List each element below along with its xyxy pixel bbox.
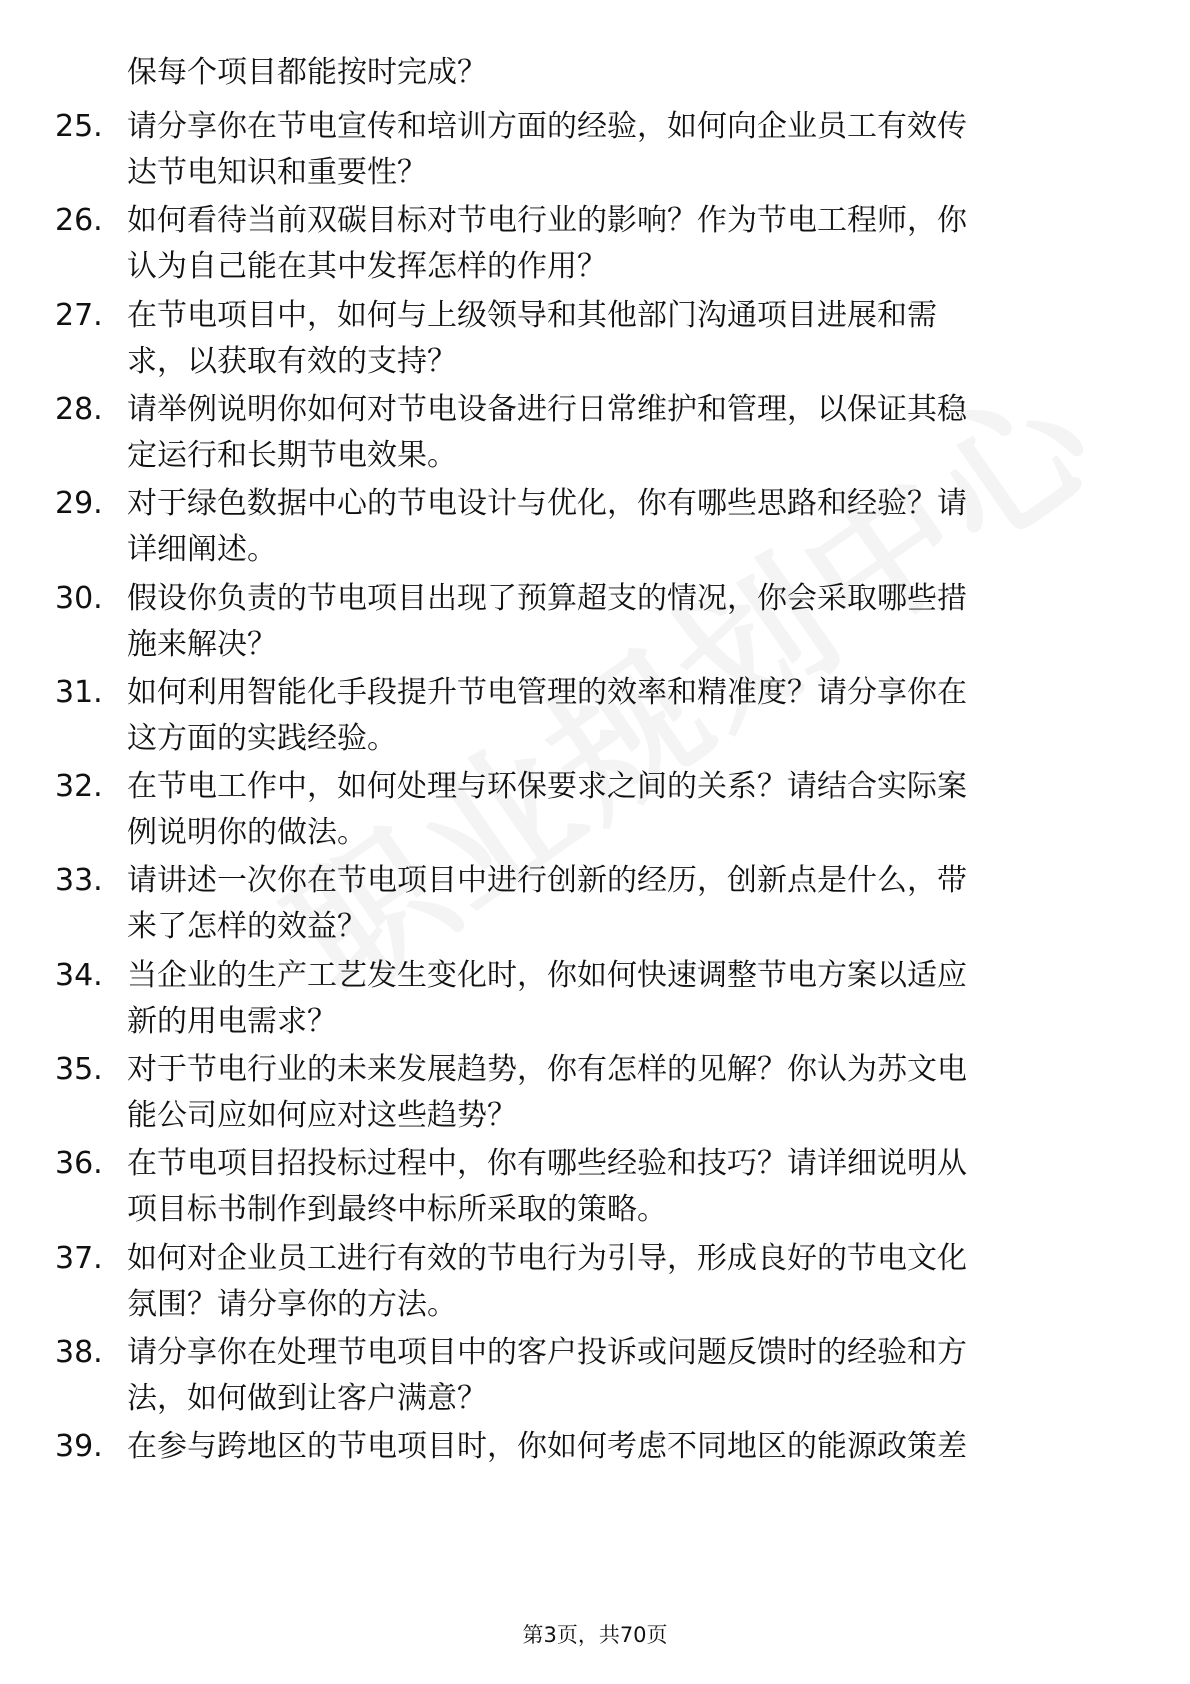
question-line: 在节电项目中，如何与上级领导和其他部门沟通项目进展和需 [127,297,937,333]
question-line: 新的用电需求？ [127,1003,337,1039]
question-number: 39. [55,1429,103,1465]
question-number: 28. [55,391,103,427]
question-text [127,1424,1127,1470]
question-text [127,198,1127,290]
question-line: 定运行和长期节电效果。 [127,437,457,473]
question-line: 求，以获取有效的支持？ [127,343,457,379]
page-footer: 第3页，共70页 [522,1623,668,1647]
question-line: 请讲述一次你在节电项目中进行创新的经历，创新点是什么，带 [127,863,967,899]
question-line: 能公司应如何应对这些趋势？ [127,1098,517,1133]
question-text [127,670,1127,762]
question-item [0,1330,1190,1422]
question-item [0,104,1190,196]
question-number: 25. [55,109,103,144]
question-line: 请举例说明你如何对节电设备进行日常维护和管理，以保证其稳 [127,391,967,427]
question-text [127,104,1127,196]
question-line: 假设你负责的节电项目出现了预算超支的情况，你会采取哪些措 [127,580,967,616]
question-text [127,387,1127,479]
question-item [0,198,1190,290]
question-line: 请分享你在节电宣传和培训方面的经验，如何向企业员工有效传 [127,109,967,144]
question-text [127,1330,1127,1422]
question-number: 37. [55,1240,103,1276]
question-number: 32. [55,769,103,805]
question-line: 氛围？请分享你的方法。 [127,1286,457,1322]
question-number: 26. [55,203,103,239]
question-line: 认为自己能在其中发挥怎样的作用？ [127,249,607,285]
question-line: 如何利用智能化手段提升节电管理的效率和精准度？请分享你在 [127,674,967,710]
question-line: 对于节电行业的未来发展趋势，你有怎样的见解？你认为苏文电 [127,1052,967,1087]
question-text [127,1236,1127,1328]
question-line: 例说明你的做法。 [127,815,367,851]
question-number: 29. [55,486,103,522]
continuation-text: 保每个项目都能按时完成？ [127,55,487,90]
question-line: 这方面的实践经验。 [127,720,397,756]
question-line: 在参与跨地区的节电项目时，你如何考虑不同地区的能源政策差 [127,1429,967,1465]
question-number: 38. [55,1334,103,1370]
question-line: 如何看待当前双碳目标对节电行业的影响？作为节电工程师，你 [127,203,967,239]
question-line: 请分享你在处理节电项目中的客户投诉或问题反馈时的经验和方 [127,1334,967,1370]
question-number: 33. [55,863,103,899]
question-line: 当企业的生产工艺发生变化时，你如何快速调整节电方案以适应 [127,957,967,993]
question-number: 36. [55,1146,103,1182]
question-line: 施来解决？ [127,626,277,662]
question-line: 达节电知识和重要性？ [127,155,427,190]
question-text [127,764,1127,856]
question-number: 31. [55,674,103,710]
question-item [0,293,1190,385]
question-item [0,670,1190,762]
question-number: 35. [55,1052,103,1087]
question-item [0,858,1190,950]
question-line: 法，如何做到让客户满意？ [127,1380,487,1416]
question-line: 如何对企业员工进行有效的节电行为引导，形成良好的节电文化 [127,1240,967,1276]
question-text [127,953,1127,1045]
question-item [0,481,1190,573]
question-line: 在节电项目招投标过程中，你有哪些经验和技巧？请详细说明从 [127,1146,967,1182]
question-item [0,1236,1190,1328]
question-line: 对于绿色数据中心的节电设计与优化，你有哪些思路和经验？请 [127,486,967,522]
question-text [127,481,1127,573]
question-text [127,576,1127,668]
question-item [0,1424,1190,1516]
question-item [0,387,1190,479]
question-item [0,576,1190,668]
question-item [0,1047,1190,1139]
question-text [127,1141,1127,1233]
question-line: 在节电工作中，如何处理与环保要求之间的关系？请结合实际案 [127,769,967,805]
question-item [0,953,1190,1045]
question-text [127,858,1127,950]
question-text [127,293,1127,385]
question-line: 项目标书制作到最终中标所采取的策略。 [127,1192,667,1228]
question-item [0,1141,1190,1233]
question-number: 30. [55,580,103,616]
question-line: 来了怎样的效益？ [127,909,367,945]
question-item [0,764,1190,856]
question-text [127,1047,1127,1139]
question-number: 27. [55,297,103,333]
question-line: 详细阐述。 [127,532,277,568]
question-number: 34. [55,957,103,993]
